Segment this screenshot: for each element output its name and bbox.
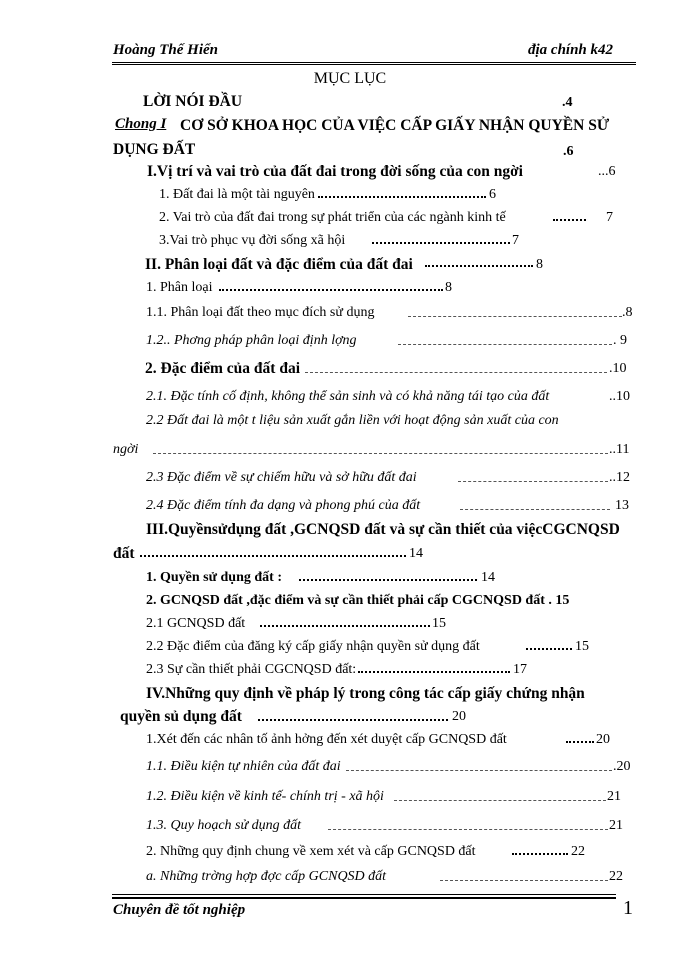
leader-dots [460,509,610,510]
toc-page: 15 [432,616,446,631]
toc-label-cont: quyền sủ dụng đất [120,708,242,725]
toc-page: 7 [512,233,519,248]
chapter-prefix: Chong I [115,116,167,132]
toc-label: 1.3. Quy hoạch sử dụng đất [146,818,302,833]
toc-page: 15 [575,639,589,654]
toc-page: 14 [481,570,495,585]
toc-label: 2.1. Đặc tính cố định, không thể sản sinh và có khả năng tái tạo của đất [146,389,550,404]
leader-dots [305,372,607,373]
footer-rule-2 [112,897,616,899]
footer-text: Chuyên đề tốt nghiệp [113,902,246,918]
toc-page: 21 [607,789,621,804]
toc-page: 6 [489,187,496,202]
footer-rule [112,894,616,895]
leader-dots [140,555,406,557]
toc-page: 8 [536,257,543,272]
leader-dots [458,481,608,482]
toc-label: LỜI NÓI ĐẦU [143,93,243,110]
toc-label: 2. Vai trò của đất đai trong sự phát triển của các ngành kinh tế [159,210,506,225]
header-class: địa chính k42 [528,42,614,58]
toc-label: 2.4 Đặc điểm tính đa dạng và phong phú của đất [146,498,421,513]
leader-dots [440,880,608,881]
leader-dots [398,344,612,345]
toc-page: 22 [571,844,585,859]
leader-dots [219,289,443,291]
toc-page: 7 [606,210,613,225]
toc-label: 1.Xét đến các nhân tố ảnh hởng đến xét duyệt cấp GCNQSD đất [146,732,507,747]
leader-dots [328,829,608,830]
leader-dots [553,219,586,221]
header-author: Hoàng Thế Hiển [113,42,219,58]
toc-page: 20 [452,709,466,724]
toc-label: 1. Quyền sử dụng đất : [146,570,282,585]
toc-label-cont: DỤNG ĐẤT [113,141,196,158]
toc-page: .4 [562,95,573,110]
leader-dots [526,648,572,650]
toc-label: 2.3 Đặc điểm về sự chiếm hữu và sở hữu đất đai [146,470,417,485]
leader-dots [358,671,510,673]
toc-page: ...6 [598,164,616,179]
toc-page: .10 [609,361,627,376]
toc-label: 3.Vai trò phục vụ đời sống xã hội [159,233,346,248]
leader-dots [260,625,430,627]
leader-dots [153,453,608,454]
leader-dots [346,770,612,771]
toc-page: 13 [615,498,629,513]
toc-label-cont: ngời [113,442,139,457]
leader-dots [318,196,486,198]
toc-page: ..12 [609,470,630,485]
toc-label: I.Vị trí và vai trò của đất đai trong đời sống của con ngời [147,163,523,180]
toc-page: ..10 [609,389,630,404]
leader-dots [372,242,510,244]
toc-label: 2.2 Đất đai là một t liệu sản xuất gắn liền với hoạt động sản xuất của con [146,413,559,428]
toc-label: 1.1. Phân loại đất theo mục đích sử dụng [146,305,375,320]
leader-dots [425,265,533,267]
toc-label: 1. Phân loại [146,280,213,295]
toc-page: 21 [609,818,623,833]
toc-label: II. Phân loại đất và đặc điểm của đất đai [145,256,413,273]
toc-page: 20 [596,732,610,747]
leader-dots [299,579,477,581]
leader-dots [258,719,448,721]
toc-label: 2.1 GCNQSD đất [146,616,246,631]
header-rule-2 [112,64,636,65]
leader-dots [512,853,568,855]
toc-label: 2.2 Đặc điểm của đăng ký cấp giấy nhận quyền sử dụng đất [146,639,480,654]
toc-label: III.Quyềnsửdụng đất ,GCNQSD đất và sự cần thiết của việcCGCNQSD [146,521,620,538]
toc-page: 17 [513,662,527,677]
page-number: 1 [623,897,633,919]
toc-label: IV.Những quy định về pháp lý trong công tác cấp giấy chứng nhận [146,685,585,702]
toc-label: 2. GCNQSD đất ,đặc điểm và sự cần thiết phải cấp CGCNQSD đất . 15 [146,593,570,608]
toc-label-cont: đất [113,545,135,562]
toc-page: .8 [622,305,633,320]
toc-page: 8 [445,280,452,295]
toc-page: .6 [563,144,574,159]
leader-dots [566,741,594,743]
toc-page: 14 [409,546,423,561]
toc-label: 1.1. Điều kiện tự nhiên của đất đai [146,759,341,774]
toc-label: 2. Những quy định chung về xem xét và cấp GCNQSD đất [146,844,476,859]
toc-label: 2. Đặc điểm của đất đai [145,360,300,377]
toc-page: . 9 [613,333,627,348]
leader-dots [408,316,622,317]
toc-label: 1.2. Điều kiện về kinh tế- chính trị - xã hội [146,789,384,804]
page-title: MỤC LỤC [313,70,387,87]
toc-label: 1. Đất đai là một tài nguyên [159,187,315,202]
leader-dots [394,800,606,801]
toc-label: 2.3 Sự cần thiết phải CGCNQSD đất: [146,662,357,677]
toc-page: 22 [609,869,623,884]
toc-page: .20 [613,759,631,774]
toc-label: CƠ SỞ KHOA HỌC CỦA VIỆC CẤP GIẤY NHẬN QUYỀN SỬ [180,117,610,134]
toc-page: ..11 [609,442,630,457]
header-rule [112,62,636,63]
toc-label: 1.2.. Phơng pháp phân loại định lợng [146,333,357,348]
toc-label: a. Những trờng hợp đợc cấp GCNQSD đất [146,869,387,884]
